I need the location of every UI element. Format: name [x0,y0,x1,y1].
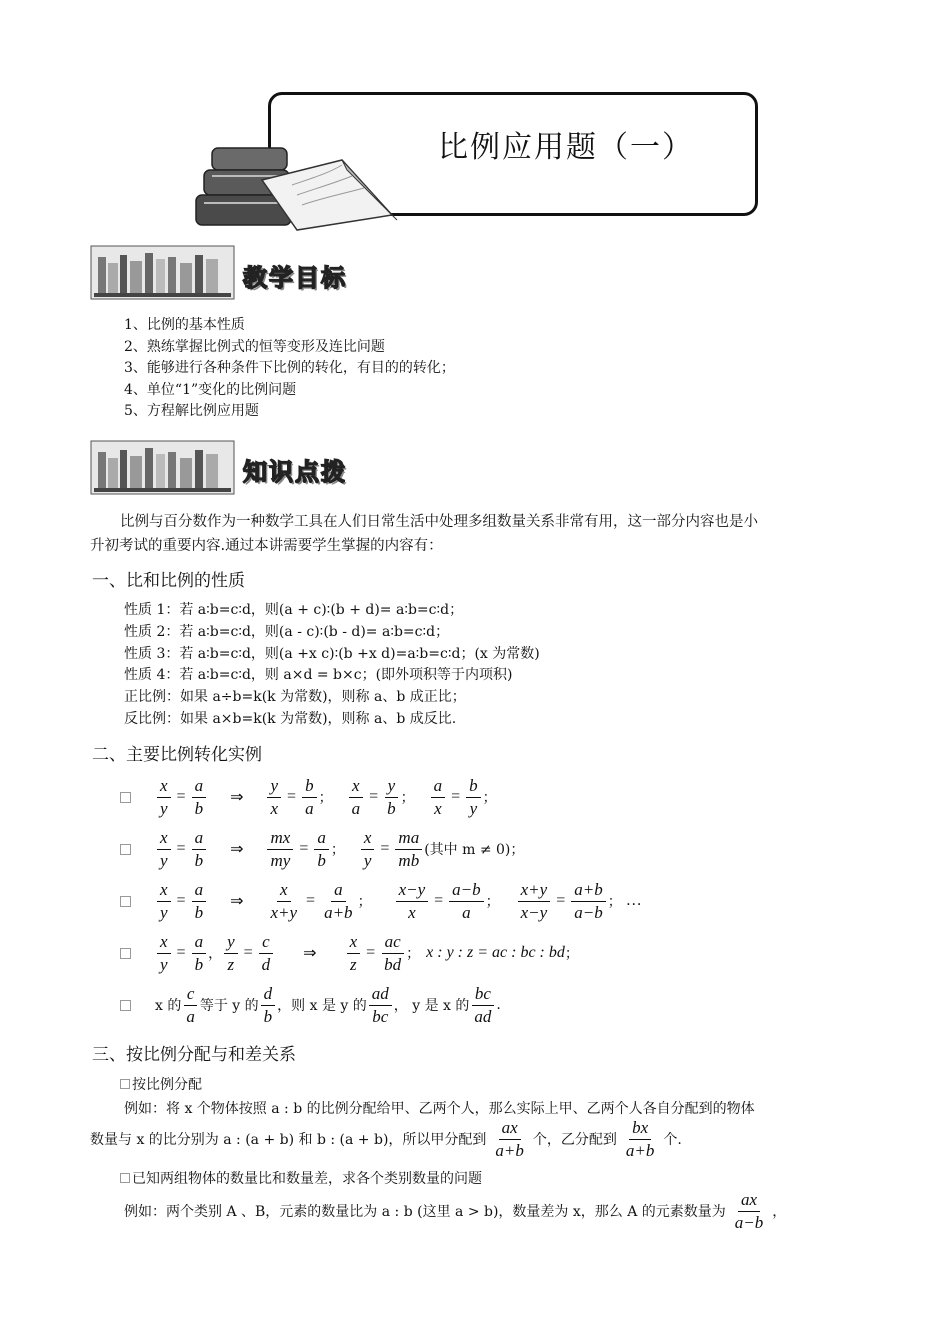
example-2: 例如：两个类别 A 、B，元素的数量比为 a : b (这里 a > b)，数量差为 x，那么 A 的元素数量为 $\frac{ax}{a-b}$ ， [124,1189,787,1232]
formula-row-4: $\frac{x}{y}$ = $\frac{a}{b}$ ， $\frac{y}{z}$ = $\frac{c}{d}$ ⇒ $\frac{x}{z}$ = $\frac{ac}{bd}$ ； x : y : z = ac : bc : bd ； [120,928,579,978]
bullet-icon [120,896,131,907]
goals-list [124,315,455,423]
bullet-icon [120,948,131,959]
list-item: 4、单位“1”变化的比例问题 [124,381,297,398]
list-item: 反比例：如果 a×b=k(k 为常数)，则称 a、b 成反比. [124,710,457,727]
knowledge-heading: 知识点拨 [243,458,347,486]
example-1-line-2: 数量与 x 的比分别为 a : (a + b) 和 b : (a + b)，所以甲分配到 $\frac{ax}{a+b}$ 个，乙分配到 $\frac{bx}{a+b}$ 个. [90,1117,682,1160]
bullet-icon [120,844,131,855]
section-2-title: 二、主要比例转化实例 [92,745,262,765]
sub-heading-2: 已知两组物体的数量比和数量差，求各个类别数量的问题 [120,1168,482,1188]
goals-banner-graphic [90,245,235,300]
bullet-icon [120,792,131,803]
row4-ratio: x : y : z = ac : bc : bd [426,944,565,961]
list-item: 性质 3：若 a∶b=c∶d，则(a +x c)∶(b +x d)=a∶b=c∶d；(x 为常数) [124,645,540,662]
list-item: 性质 4：若 a∶b=c∶d，则 a×d = b×c；(即外项积等于内项积) [124,667,513,684]
list-item: 性质 1：若 a∶b=c∶d，则(a + c)∶(b + d)= a∶b=c∶d； [124,602,464,618]
list-item: 性质 2：若 a∶b=c∶d，则(a - c)∶(b - d)= a∶b=c∶d； [124,623,450,640]
properties-list [124,600,540,731]
example-1-line-1: 例如：将 x 个物体按照 a : b 的比例分配给甲、乙两个人，那么实际上甲、乙两个人各自分配到的物体 [124,1101,755,1117]
page-title: 比例应用题（一） [438,130,694,165]
sub-heading-1: 按比例分配 [120,1074,202,1094]
goals-heading: 教学目标 [243,264,347,292]
books-illustration [192,140,407,235]
intro-line-1: 比例与百分数作为一种数学工具在人们日常生活中处理多组数量关系非常有用，这一部分内容也是小 [120,514,758,530]
list-item: 1、比例的基本性质 [124,317,245,333]
section-1-title: 一、比和比例的性质 [92,571,245,591]
formula-row-5: x 的 $\frac{c}{a}$ 等于 y 的 $\frac{d}{b}$ ，则 x 是 y 的 $\frac{ad}{bc}$ ， y 是 x 的 $\frac{bc}{ad}$ . [120,980,501,1030]
list-item: 3、能够进行各种条件下比例的转化，有目的的转化； [124,360,455,376]
intro-line-2: 升初考试的重要内容.通过本讲需要学生掌握的内容有： [90,538,443,554]
list-item: 5、方程解比例应用题 [124,403,259,419]
knowledge-banner-graphic [90,440,235,495]
formula-row-3: $\frac{x}{y}$ = $\frac{a}{b}$ ⇒ $\frac{x}{x+y}$ = $\frac{a}{a+b}$ ； $\frac{x-y}{x}$ = $\frac{a-b}{a}$ ； $\frac{x+y}{x-y}$ = $\frac{a+b}{a-b}$ ； … [120,876,646,926]
row2-note: (其中 m ≠ 0)； [424,842,525,858]
formula-row-1: $\frac{x}{y}$ = $\frac{a}{b}$ ⇒ $\frac{y}{x}$ = $\frac{b}{a}$ ； $\frac{x}{a}$ = $\frac{y}{b}$ ； $\frac{a}{x}$ = $\frac{b}{y}$ ； [120,772,497,822]
list-item: 正比例：如果 a÷b=k(k 为常数)，则称 a、b 成正比； [124,689,466,706]
bullet-icon [120,1079,130,1089]
formula-row-2: $\frac{x}{y}$ = $\frac{a}{b}$ ⇒ $\frac{mx}{my}$ = $\frac{a}{b}$ ； $\frac{x}{y}$ = $\frac{ma}{mb}$ (其中 m ≠ 0)； [120,824,524,874]
bullet-icon [120,1173,130,1183]
section-3-title: 三、按比例分配与和差关系 [92,1045,296,1065]
bullet-icon [120,1000,131,1011]
list-item: 2、熟练掌握比例式的恒等变形及连比问题 [124,338,385,355]
